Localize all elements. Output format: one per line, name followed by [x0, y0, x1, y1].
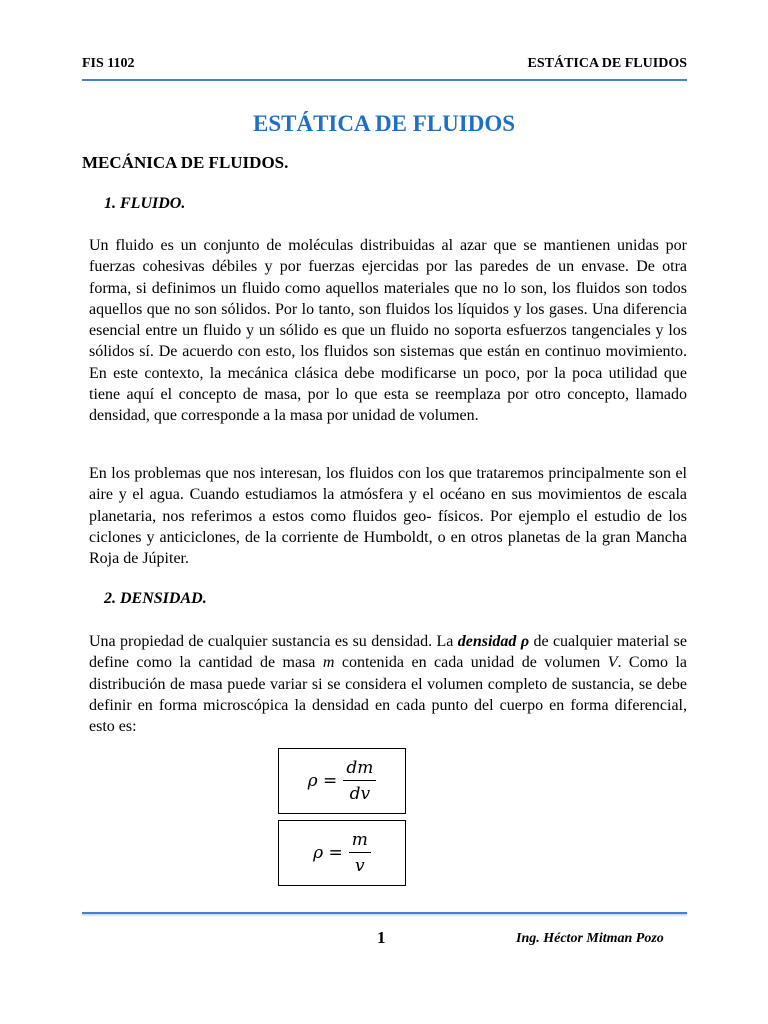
section-heading: MECÁNICA DE FLUIDOS. [82, 153, 289, 172]
footer-rule [82, 912, 687, 914]
densidad-text-b: de cualquier material se define como la cantidad de masa [89, 633, 687, 672]
denominator: v [355, 856, 365, 877]
numerator: m [351, 829, 368, 850]
fraction [349, 830, 371, 877]
denominator: dv [349, 784, 371, 805]
densidad-paragraph [89, 631, 687, 737]
equation-lhs: ρ = [307, 771, 338, 791]
course-code: FIS 1102 [82, 56, 135, 71]
densidad-text-c: contenida en cada unidad de volumen [334, 654, 608, 672]
mass-symbol: m [322, 654, 335, 672]
densidad-text-a: Una propiedad de cualquier sustancia es su densidad. La [89, 633, 458, 650]
densidad-term: densidad ρ [457, 633, 530, 650]
author-name: Ing. Héctor Mitman Pozo [516, 931, 664, 946]
equation-lhs: ρ = [313, 843, 343, 863]
page-header [82, 56, 687, 72]
volume-symbol: V [607, 654, 618, 672]
page-title: ESTÁTICA DE FLUIDOS [252, 111, 516, 136]
fraction [343, 758, 376, 805]
fluido-paragraph-2: En los problemas que nos interesan, los fluidos con los que trataremos principalmente son el aire y el agua. Cuando estudiamos la atmósfera y el océano en sus movimientos de escala planetaria, nos referimos a estos como fluidos geo- físicos. Por ejemplo el estudio de los ciclones y anticiclones, de la corriente de Humboldt, o en otros planetas de la gran Mancha Roja de Júpiter. [89, 465, 687, 568]
equation-box-differential [278, 748, 406, 814]
header-rule [82, 79, 687, 81]
fluido-heading: 1. FLUIDO. [104, 195, 186, 212]
numerator: dm [346, 757, 374, 778]
densidad-heading: 2. DENSIDAD. [104, 590, 207, 607]
densidad-text-d: . Como la distribución de masa puede variar si se considera el volumen completo de sustancia, se debe definir en forma microscópica la densidad en cada punto del cuerpo en forma diferencial, esto es: [89, 654, 687, 736]
page-number: 1 [377, 928, 386, 947]
header-topic: ESTÁTICA DE FLUIDOS [527, 56, 687, 71]
equation-box-simple [278, 820, 406, 886]
fluido-paragraph-1: Un fluido es un conjunto de moléculas distribuidas al azar que se mantienen unidas por fuerzas cohesivas débiles y por fuerzas ejercidas por las paredes de un envase. De otra forma, si definimos un fluido como aquellos materiales que no lo son, los fluidos son todos aquellos que no son sólidos. Por lo tanto, son fluidos los líquidos y los gases. Una diferencia esencial entre un fluido y un sólido es que un fluido no soporta esfuerzos tangenciales y los sólidos sí. De acuerdo con esto, los fluidos son sistemas que están en continuo movimiento. En este contexto, la mecánica clásica debe modificarse un poco, por la poca utilidad que tiene aquí el concepto de masa, por lo que esta se reemplaza por otro concepto, llamado densidad, que corresponde a la masa por unidad de volumen. [89, 237, 687, 425]
